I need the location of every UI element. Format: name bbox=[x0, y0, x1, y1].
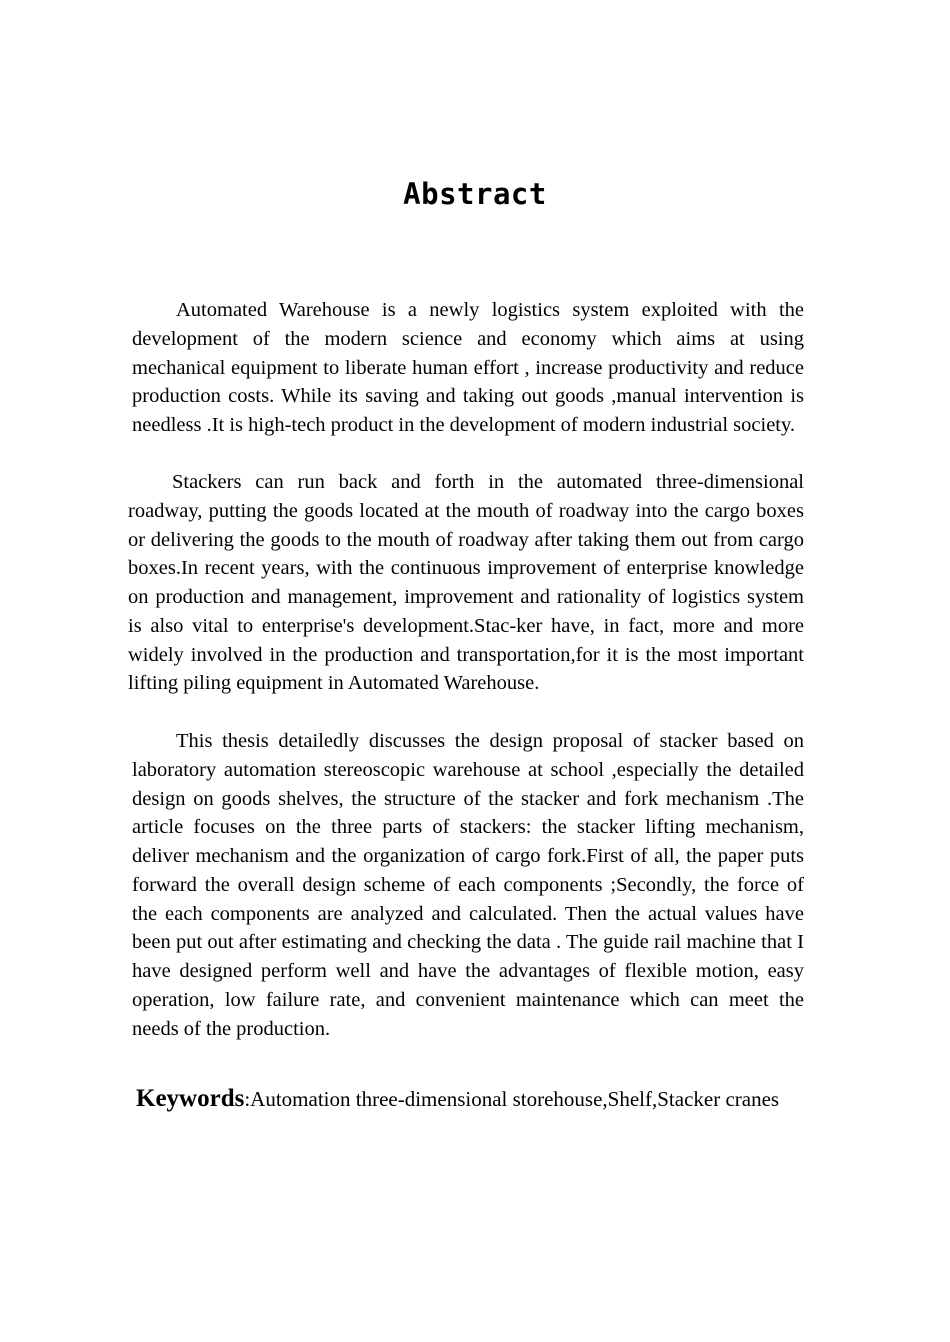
abstract-paragraph-3: This thesis detailedly discusses the design proposal of stacker based on laboratory automation stereoscopic warehouse at school ,especially the detailed design on goods shelves, the structure of the stacker and fork mechanism .The article focuses on the three parts of stackers: the stacker lifting mechanism, deliver mechanism and the organization of cargo fork.First of all, the paper puts forward the overall design scheme of each components ;Secondly, the force of the each components are analyzed and calculated. Then the actual values have been put out after estimating and checking the data . The guide rail machine that I have designed perform well and have the advantages of flexible motion, easy operation, low failure rate, and convenient maintenance which can meet the needs of the production. bbox=[132, 730, 804, 1040]
keywords-label: Keywords bbox=[136, 1085, 245, 1112]
abstract-paragraph-2: Stackers can run back and forth in the automated three-dimensional roadway, putting the goods located at the mouth of roadway into the cargo boxes or delivering the goods to the mouth of roadway after taking them out from cargo boxes.In recent years, with the continuous improvement of enterprise knowledge on production and management, improvement and rationality of logistics system is also vital to enterprise's development.Stac-ker have, in fact, more and more widely involved in the production and transportation,for it is the most important lifting piling equipment in Automated Warehouse. bbox=[128, 471, 804, 695]
page-title: Abstract bbox=[403, 177, 547, 211]
abstract-paragraph-1: Automated Warehouse is a newly logistics system exploited with the development of the modern science and economy which aims at using mechanical equipment to liberate human effort , increase productivity and reduce production costs. While its saving and taking out goods ,manual intervention is needless .It is high-tech product in the development of modern industrial society. bbox=[132, 299, 804, 436]
keywords-separator: : bbox=[244, 1087, 251, 1111]
keywords-text: Automation three-dimensional storehouse,Shelf,Stacker cranes bbox=[250, 1087, 780, 1111]
keywords-line bbox=[136, 1083, 836, 1115]
